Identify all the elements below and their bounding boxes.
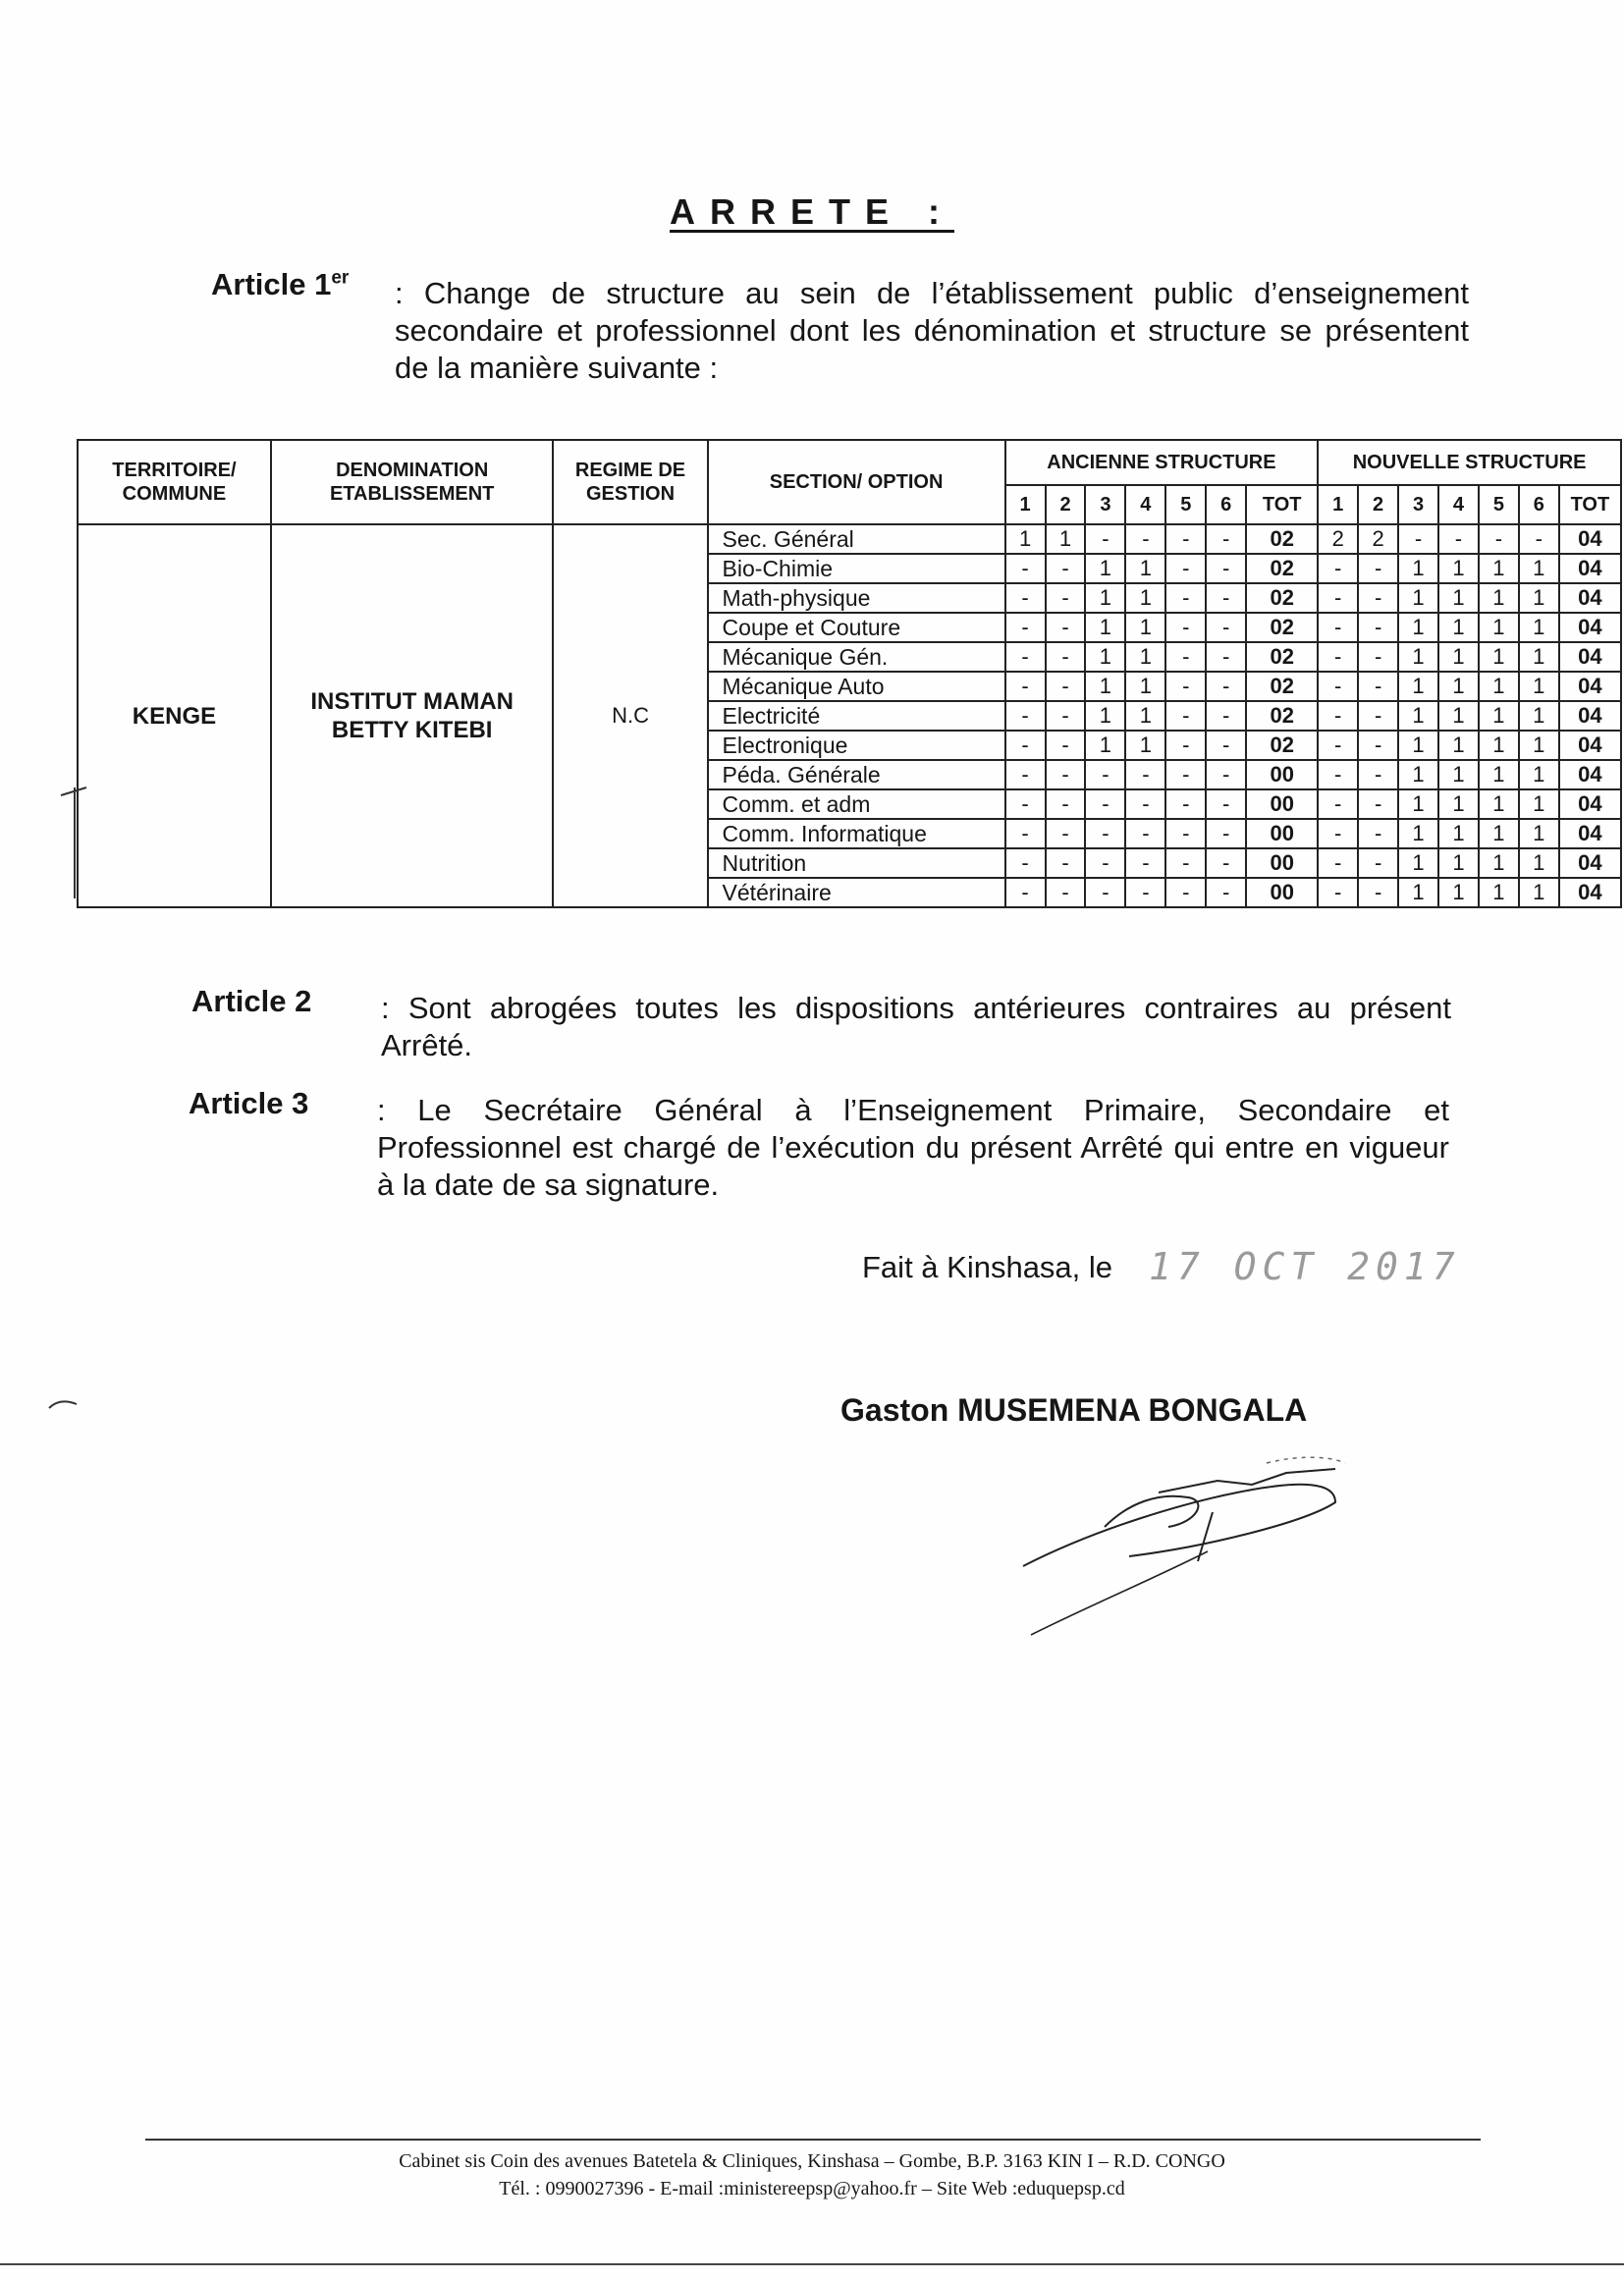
nouvelle-cell-2: - [1358, 878, 1398, 907]
decree-title: ARRETE : [670, 191, 954, 232]
nouvelle-cell-6: 1 [1519, 642, 1559, 672]
ancienne-cell-3: 1 [1085, 731, 1125, 760]
nouvelle-cell-5: 1 [1479, 642, 1519, 672]
ancienne-cell-2: - [1046, 878, 1086, 907]
ancienne-cell-1: - [1005, 701, 1046, 731]
nouvelle-cell-1: - [1318, 583, 1358, 613]
ancienne-cell-2: - [1046, 789, 1086, 819]
place-line: Fait à Kinshasa, le [862, 1250, 1113, 1284]
nouvelle-cell-6: 1 [1519, 760, 1559, 789]
ancienne-cell-2: - [1046, 613, 1086, 642]
ancienne-cell-2: - [1046, 642, 1086, 672]
ancienne-cell-3: - [1085, 878, 1125, 907]
nouvelle-cell-tot: 04 [1559, 789, 1621, 819]
nouvelle-level-3: 3 [1398, 485, 1438, 524]
ancienne-cell-1: - [1005, 731, 1046, 760]
ancienne-cell-5: - [1165, 760, 1206, 789]
nouvelle-cell-1: - [1318, 672, 1358, 701]
ancienne-cell-4: 1 [1125, 731, 1165, 760]
nouvelle-cell-2: - [1358, 760, 1398, 789]
table-row [78, 524, 1621, 554]
ancienne-cell-4: 1 [1125, 701, 1165, 731]
ancienne-cell-3: 1 [1085, 554, 1125, 583]
nouvelle-cell-2: - [1358, 731, 1398, 760]
nouvelle-cell-6: - [1519, 524, 1559, 554]
header-territoire: TERRITOIRE/ COMMUNE [78, 440, 271, 524]
ancienne-cell-6: - [1206, 819, 1246, 848]
ancienne-cell-6: - [1206, 613, 1246, 642]
ancienne-cell-tot: 02 [1246, 642, 1318, 672]
nouvelle-cell-3: 1 [1398, 554, 1438, 583]
ancienne-cell-3: - [1085, 789, 1125, 819]
ancienne-cell-tot: 02 [1246, 524, 1318, 554]
ancienne-cell-4: 1 [1125, 642, 1165, 672]
nouvelle-cell-4: 1 [1438, 878, 1479, 907]
ancienne-cell-1: - [1005, 848, 1046, 878]
margin-tick-mark [45, 1394, 84, 1414]
ancienne-cell-4: 1 [1125, 613, 1165, 642]
nouvelle-cell-1: - [1318, 789, 1358, 819]
ancienne-cell-1: - [1005, 789, 1046, 819]
ancienne-cell-6: - [1206, 760, 1246, 789]
nouvelle-cell-5: 1 [1479, 701, 1519, 731]
ancienne-cell-1: - [1005, 554, 1046, 583]
article-2-label: Article 2 [191, 984, 312, 1018]
ancienne-cell-3: - [1085, 760, 1125, 789]
ancienne-cell-1: - [1005, 642, 1046, 672]
section-cell: Nutrition [708, 848, 1005, 878]
nouvelle-cell-3: 1 [1398, 848, 1438, 878]
ancienne-cell-6: - [1206, 789, 1246, 819]
ancienne-cell-tot: 00 [1246, 819, 1318, 848]
nouvelle-cell-1: - [1318, 642, 1358, 672]
nouvelle-cell-4: 1 [1438, 583, 1479, 613]
ancienne-cell-4: 1 [1125, 672, 1165, 701]
nouvelle-cell-5: 1 [1479, 613, 1519, 642]
handwritten-signature [1011, 1434, 1424, 1650]
ancienne-cell-tot: 02 [1246, 731, 1318, 760]
ancienne-cell-3: 1 [1085, 583, 1125, 613]
nouvelle-cell-tot: 04 [1559, 524, 1621, 554]
nouvelle-cell-4: 1 [1438, 819, 1479, 848]
nouvelle-cell-5: 1 [1479, 672, 1519, 701]
section-cell: Mécanique Gén. [708, 642, 1005, 672]
ancienne-cell-5: - [1165, 731, 1206, 760]
nouvelle-cell-2: - [1358, 848, 1398, 878]
ancienne-cell-2: - [1046, 731, 1086, 760]
header-ancienne-structure: ANCIENNE STRUCTURE [1005, 440, 1319, 485]
ancienne-level-2: 2 [1046, 485, 1086, 524]
nouvelle-cell-5: - [1479, 524, 1519, 554]
ancienne-cell-6: - [1206, 672, 1246, 701]
ancienne-cell-4: - [1125, 878, 1165, 907]
page-bottom-rule [0, 2263, 1624, 2265]
ancienne-cell-6: - [1206, 848, 1246, 878]
nouvelle-cell-4: 1 [1438, 672, 1479, 701]
nouvelle-cell-6: 1 [1519, 672, 1559, 701]
nouvelle-cell-3: - [1398, 524, 1438, 554]
ancienne-cell-1: 1 [1005, 524, 1046, 554]
ancienne-level-3: 3 [1085, 485, 1125, 524]
ancienne-cell-tot: 00 [1246, 789, 1318, 819]
ancienne-cell-4: - [1125, 524, 1165, 554]
ancienne-cell-5: - [1165, 613, 1206, 642]
ancienne-cell-6: - [1206, 554, 1246, 583]
nouvelle-cell-tot: 04 [1559, 613, 1621, 642]
ancienne-cell-5: - [1165, 642, 1206, 672]
ancienne-cell-2: - [1046, 760, 1086, 789]
ancienne-cell-1: - [1005, 760, 1046, 789]
nouvelle-cell-6: 1 [1519, 731, 1559, 760]
ancienne-cell-3: 1 [1085, 701, 1125, 731]
ancienne-cell-1: - [1005, 672, 1046, 701]
nouvelle-cell-3: 1 [1398, 760, 1438, 789]
nouvelle-cell-6: 1 [1519, 819, 1559, 848]
ancienne-cell-2: - [1046, 554, 1086, 583]
ancienne-cell-4: - [1125, 760, 1165, 789]
ancienne-cell-5: - [1165, 524, 1206, 554]
ancienne-cell-5: - [1165, 554, 1206, 583]
nouvelle-cell-1: - [1318, 878, 1358, 907]
nouvelle-cell-6: 1 [1519, 583, 1559, 613]
ancienne-level-tot: TOT [1246, 485, 1318, 524]
nouvelle-cell-2: - [1358, 554, 1398, 583]
ancienne-cell-tot: 02 [1246, 672, 1318, 701]
nouvelle-cell-tot: 04 [1559, 554, 1621, 583]
ancienne-cell-1: - [1005, 613, 1046, 642]
section-cell: Mécanique Auto [708, 672, 1005, 701]
nouvelle-cell-tot: 04 [1559, 760, 1621, 789]
ancienne-cell-3: 1 [1085, 642, 1125, 672]
nouvelle-cell-4: - [1438, 524, 1479, 554]
ancienne-cell-5: - [1165, 583, 1206, 613]
nouvelle-cell-1: - [1318, 613, 1358, 642]
nouvelle-cell-2: - [1358, 672, 1398, 701]
nouvelle-level-6: 6 [1519, 485, 1559, 524]
nouvelle-cell-1: - [1318, 701, 1358, 731]
section-cell: Coupe et Couture [708, 613, 1005, 642]
ancienne-cell-5: - [1165, 819, 1206, 848]
article-2-text: : Sont abrogées toutes les dispositions antérieures contraires au présent Arrêté. [381, 991, 1451, 1062]
nouvelle-cell-6: 1 [1519, 789, 1559, 819]
nouvelle-cell-3: 1 [1398, 701, 1438, 731]
ancienne-cell-3: - [1085, 848, 1125, 878]
nouvelle-cell-3: 1 [1398, 731, 1438, 760]
nouvelle-cell-3: 1 [1398, 878, 1438, 907]
ancienne-cell-tot: 00 [1246, 878, 1318, 907]
header-regime: REGIME DE GESTION [553, 440, 707, 524]
ancienne-cell-5: - [1165, 789, 1206, 819]
nouvelle-cell-tot: 04 [1559, 701, 1621, 731]
ancienne-cell-tot: 02 [1246, 613, 1318, 642]
header-section: SECTION/ OPTION [708, 440, 1005, 524]
nouvelle-cell-2: - [1358, 819, 1398, 848]
ancienne-cell-4: 1 [1125, 583, 1165, 613]
ancienne-cell-3: 1 [1085, 672, 1125, 701]
nouvelle-cell-1: 2 [1318, 524, 1358, 554]
footer-address: Cabinet sis Coin des avenues Batetela & Cliniques, Kinshasa – Gombe, B.P. 3163 KIN I – R.D. CONGO [399, 2150, 1225, 2172]
nouvelle-cell-3: 1 [1398, 672, 1438, 701]
nouvelle-cell-4: 1 [1438, 613, 1479, 642]
ancienne-level-5: 5 [1165, 485, 1206, 524]
nouvelle-level-tot: TOT [1559, 485, 1621, 524]
ancienne-cell-4: - [1125, 789, 1165, 819]
ancienne-cell-2: - [1046, 672, 1086, 701]
ancienne-cell-6: - [1206, 524, 1246, 554]
ancienne-cell-2: - [1046, 583, 1086, 613]
ancienne-cell-4: - [1125, 848, 1165, 878]
nouvelle-cell-tot: 04 [1559, 878, 1621, 907]
nouvelle-cell-tot: 04 [1559, 848, 1621, 878]
section-cell: Comm. et adm [708, 789, 1005, 819]
ancienne-cell-5: - [1165, 848, 1206, 878]
section-cell: Comm. Informatique [708, 819, 1005, 848]
ancienne-cell-5: - [1165, 878, 1206, 907]
nouvelle-cell-2: - [1358, 701, 1398, 731]
ancienne-cell-3: - [1085, 819, 1125, 848]
nouvelle-cell-5: 1 [1479, 789, 1519, 819]
nouvelle-cell-5: 1 [1479, 760, 1519, 789]
nouvelle-level-5: 5 [1479, 485, 1519, 524]
nouvelle-cell-3: 1 [1398, 613, 1438, 642]
territoire-cell: KENGE [78, 524, 271, 907]
article-3-label: Article 3 [189, 1086, 309, 1120]
nouvelle-cell-3: 1 [1398, 583, 1438, 613]
structure-table [77, 439, 1622, 908]
nouvelle-cell-6: 1 [1519, 701, 1559, 731]
nouvelle-level-4: 4 [1438, 485, 1479, 524]
ancienne-cell-tot: 02 [1246, 554, 1318, 583]
ancienne-cell-1: - [1005, 583, 1046, 613]
nouvelle-cell-1: - [1318, 819, 1358, 848]
ancienne-cell-6: - [1206, 731, 1246, 760]
nouvelle-cell-tot: 04 [1559, 583, 1621, 613]
ancienne-cell-6: - [1206, 878, 1246, 907]
ancienne-cell-6: - [1206, 642, 1246, 672]
ancienne-cell-5: - [1165, 701, 1206, 731]
nouvelle-cell-tot: 04 [1559, 642, 1621, 672]
nouvelle-cell-tot: 04 [1559, 819, 1621, 848]
nouvelle-cell-3: 1 [1398, 819, 1438, 848]
ancienne-cell-2: 1 [1046, 524, 1086, 554]
ancienne-level-4: 4 [1125, 485, 1165, 524]
ancienne-cell-tot: 00 [1246, 760, 1318, 789]
nouvelle-cell-tot: 04 [1559, 731, 1621, 760]
section-cell: Electricité [708, 701, 1005, 731]
nouvelle-level-2: 2 [1358, 485, 1398, 524]
ancienne-level-1: 1 [1005, 485, 1046, 524]
nouvelle-cell-1: - [1318, 760, 1358, 789]
ancienne-cell-2: - [1046, 848, 1086, 878]
ancienne-cell-1: - [1005, 878, 1046, 907]
nouvelle-cell-3: 1 [1398, 642, 1438, 672]
header-nouvelle-structure: NOUVELLE STRUCTURE [1318, 440, 1621, 485]
nouvelle-cell-4: 1 [1438, 848, 1479, 878]
nouvelle-cell-6: 1 [1519, 554, 1559, 583]
section-cell: Péda. Générale [708, 760, 1005, 789]
nouvelle-cell-2: - [1358, 613, 1398, 642]
article-3-text: : Le Secrétaire Général à l’Enseignement Primaire, Secondaire et Professionnel est chargé de l’exécution du présent Arrêté qui entre en vigueur à la date de sa signature. [377, 1093, 1449, 1202]
nouvelle-cell-5: 1 [1479, 848, 1519, 878]
nouvelle-cell-2: - [1358, 789, 1398, 819]
ancienne-cell-5: - [1165, 672, 1206, 701]
ancienne-cell-1: - [1005, 819, 1046, 848]
nouvelle-cell-6: 1 [1519, 878, 1559, 907]
ancienne-cell-3: 1 [1085, 613, 1125, 642]
article-1-text: : Change de structure au sein de l’établissement public d’enseignement secondaire et professionnel dont les dénomination et structure se présentent de la manière suivante : [395, 276, 1469, 385]
date-stamp: 17 OCT 2017 [1149, 1245, 1461, 1288]
nouvelle-cell-6: 1 [1519, 613, 1559, 642]
ancienne-cell-6: - [1206, 583, 1246, 613]
margin-bracket-mark [57, 776, 96, 903]
ancienne-level-6: 6 [1206, 485, 1246, 524]
header-denomination: DENOMINATION ETABLISSEMENT [271, 440, 554, 524]
nouvelle-cell-4: 1 [1438, 701, 1479, 731]
nouvelle-cell-3: 1 [1398, 789, 1438, 819]
nouvelle-cell-6: 1 [1519, 848, 1559, 878]
nouvelle-cell-4: 1 [1438, 642, 1479, 672]
ancienne-cell-4: 1 [1125, 554, 1165, 583]
regime-cell: N.C [553, 524, 707, 907]
article-1-label: Article 1er [211, 267, 350, 301]
nouvelle-cell-4: 1 [1438, 760, 1479, 789]
nouvelle-cell-4: 1 [1438, 554, 1479, 583]
ancienne-cell-2: - [1046, 701, 1086, 731]
nouvelle-cell-1: - [1318, 554, 1358, 583]
section-cell: Electronique [708, 731, 1005, 760]
nouvelle-cell-2: 2 [1358, 524, 1398, 554]
ancienne-cell-4: - [1125, 819, 1165, 848]
footer-separator [145, 2139, 1481, 2141]
ancienne-cell-tot: 02 [1246, 583, 1318, 613]
denomination-cell: INSTITUT MAMAN BETTY KITEBI [271, 524, 554, 907]
signatory-name: Gaston MUSEMENA BONGALA [840, 1392, 1308, 1428]
ancienne-cell-tot: 02 [1246, 701, 1318, 731]
nouvelle-cell-5: 1 [1479, 583, 1519, 613]
section-cell: Sec. Général [708, 524, 1005, 554]
nouvelle-cell-1: - [1318, 848, 1358, 878]
section-cell: Bio-Chimie [708, 554, 1005, 583]
section-cell: Vétérinaire [708, 878, 1005, 907]
nouvelle-cell-2: - [1358, 642, 1398, 672]
nouvelle-cell-1: - [1318, 731, 1358, 760]
nouvelle-cell-5: 1 [1479, 878, 1519, 907]
ancienne-cell-2: - [1046, 819, 1086, 848]
nouvelle-cell-tot: 04 [1559, 672, 1621, 701]
section-cell: Math-physique [708, 583, 1005, 613]
nouvelle-cell-5: 1 [1479, 731, 1519, 760]
nouvelle-cell-4: 1 [1438, 789, 1479, 819]
nouvelle-cell-5: 1 [1479, 554, 1519, 583]
nouvelle-level-1: 1 [1318, 485, 1358, 524]
nouvelle-cell-4: 1 [1438, 731, 1479, 760]
nouvelle-cell-2: - [1358, 583, 1398, 613]
ancienne-cell-tot: 00 [1246, 848, 1318, 878]
ancienne-cell-6: - [1206, 701, 1246, 731]
footer-contact: Tél. : 0990027396 - E-mail :ministereepsp@yahoo.fr – Site Web :eduquepsp.cd [499, 2178, 1125, 2199]
ancienne-cell-3: - [1085, 524, 1125, 554]
nouvelle-cell-5: 1 [1479, 819, 1519, 848]
